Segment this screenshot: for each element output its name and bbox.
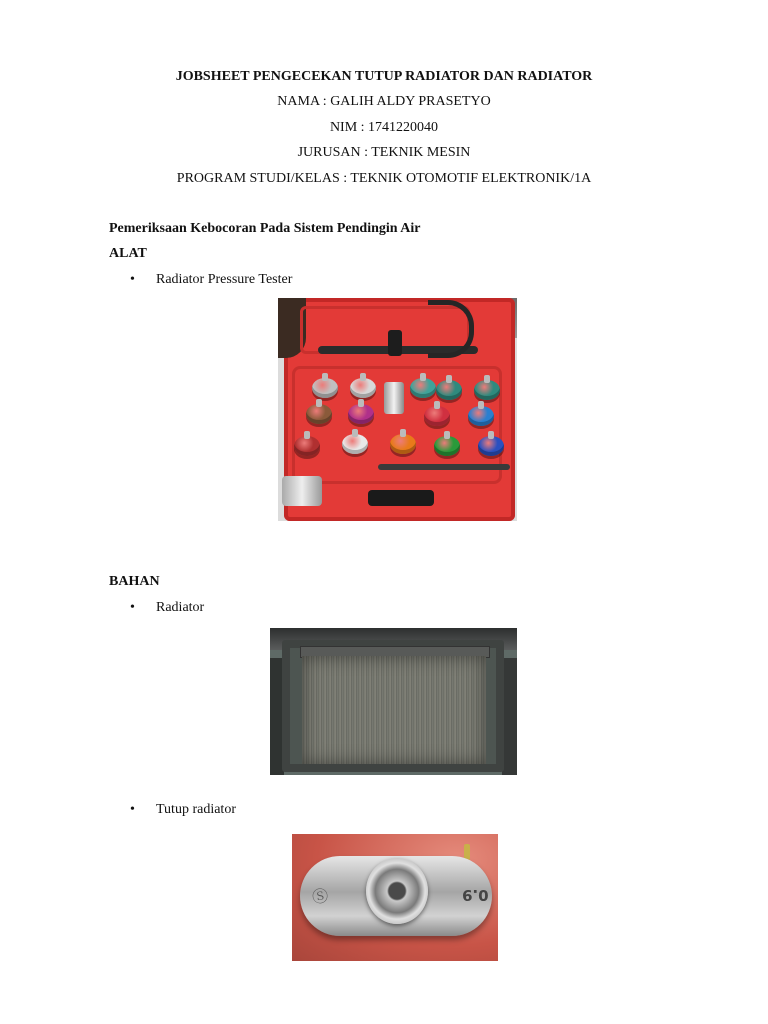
adapter-cap — [350, 378, 376, 398]
adapter-cap — [312, 378, 338, 398]
bahan-heading: BAHAN — [109, 574, 160, 589]
student-nim: NIM : 1741220040 — [329, 120, 439, 135]
radiator-photo — [270, 628, 517, 775]
list-item-label: Radiator — [156, 600, 205, 615]
adapter-cap — [294, 436, 320, 456]
radiator-core — [302, 656, 486, 764]
adapter-cap — [474, 380, 500, 400]
student-program-class: PROGRAM STUDI/KELAS : TEKNIK OTOMOTIF ELEKTRONIK/1A — [176, 171, 592, 186]
radiator-pressure-tester-photo — [278, 298, 517, 521]
cap-center-ring — [366, 858, 428, 924]
adapter-cap — [478, 436, 504, 456]
section-title: Pemeriksaan Kebocoran Pada Sistem Pendingin Air — [109, 221, 421, 236]
list-item-radiator — [130, 599, 204, 617]
document-title: JOBSHEET PENGECEKAN TUTUP RADIATOR DAN RADIATOR — [175, 69, 593, 84]
list-item-radiator-pressure-tester — [130, 271, 292, 289]
adapter-cap — [348, 404, 374, 424]
bullet-icon: • — [130, 272, 135, 287]
adapter-cap — [390, 434, 416, 454]
metal-adapter — [282, 476, 322, 506]
bullet-icon: • — [130, 600, 135, 615]
pump-gauge — [388, 330, 402, 356]
list-item-radiator-cap — [130, 801, 236, 819]
adapter-cap — [342, 434, 368, 454]
student-name: NAMA : GALIH ALDY PRASETYO — [277, 94, 491, 109]
adapter-cap — [436, 380, 462, 400]
bullet-icon: • — [130, 802, 135, 817]
adapter-cap — [468, 406, 494, 426]
student-department: JURUSAN : TEKNIK MESIN — [297, 145, 471, 160]
adapter-cap — [306, 404, 332, 424]
radiator-cap-photo: Ⓢ 0.9 — [292, 834, 498, 961]
alat-heading: ALAT — [109, 246, 147, 261]
list-item-label: Radiator Pressure Tester — [156, 272, 293, 287]
adapter-cap — [434, 436, 460, 456]
adapter-cap — [424, 406, 450, 426]
adapter-cap — [410, 378, 436, 398]
list-item-label: Tutup radiator — [156, 802, 236, 817]
